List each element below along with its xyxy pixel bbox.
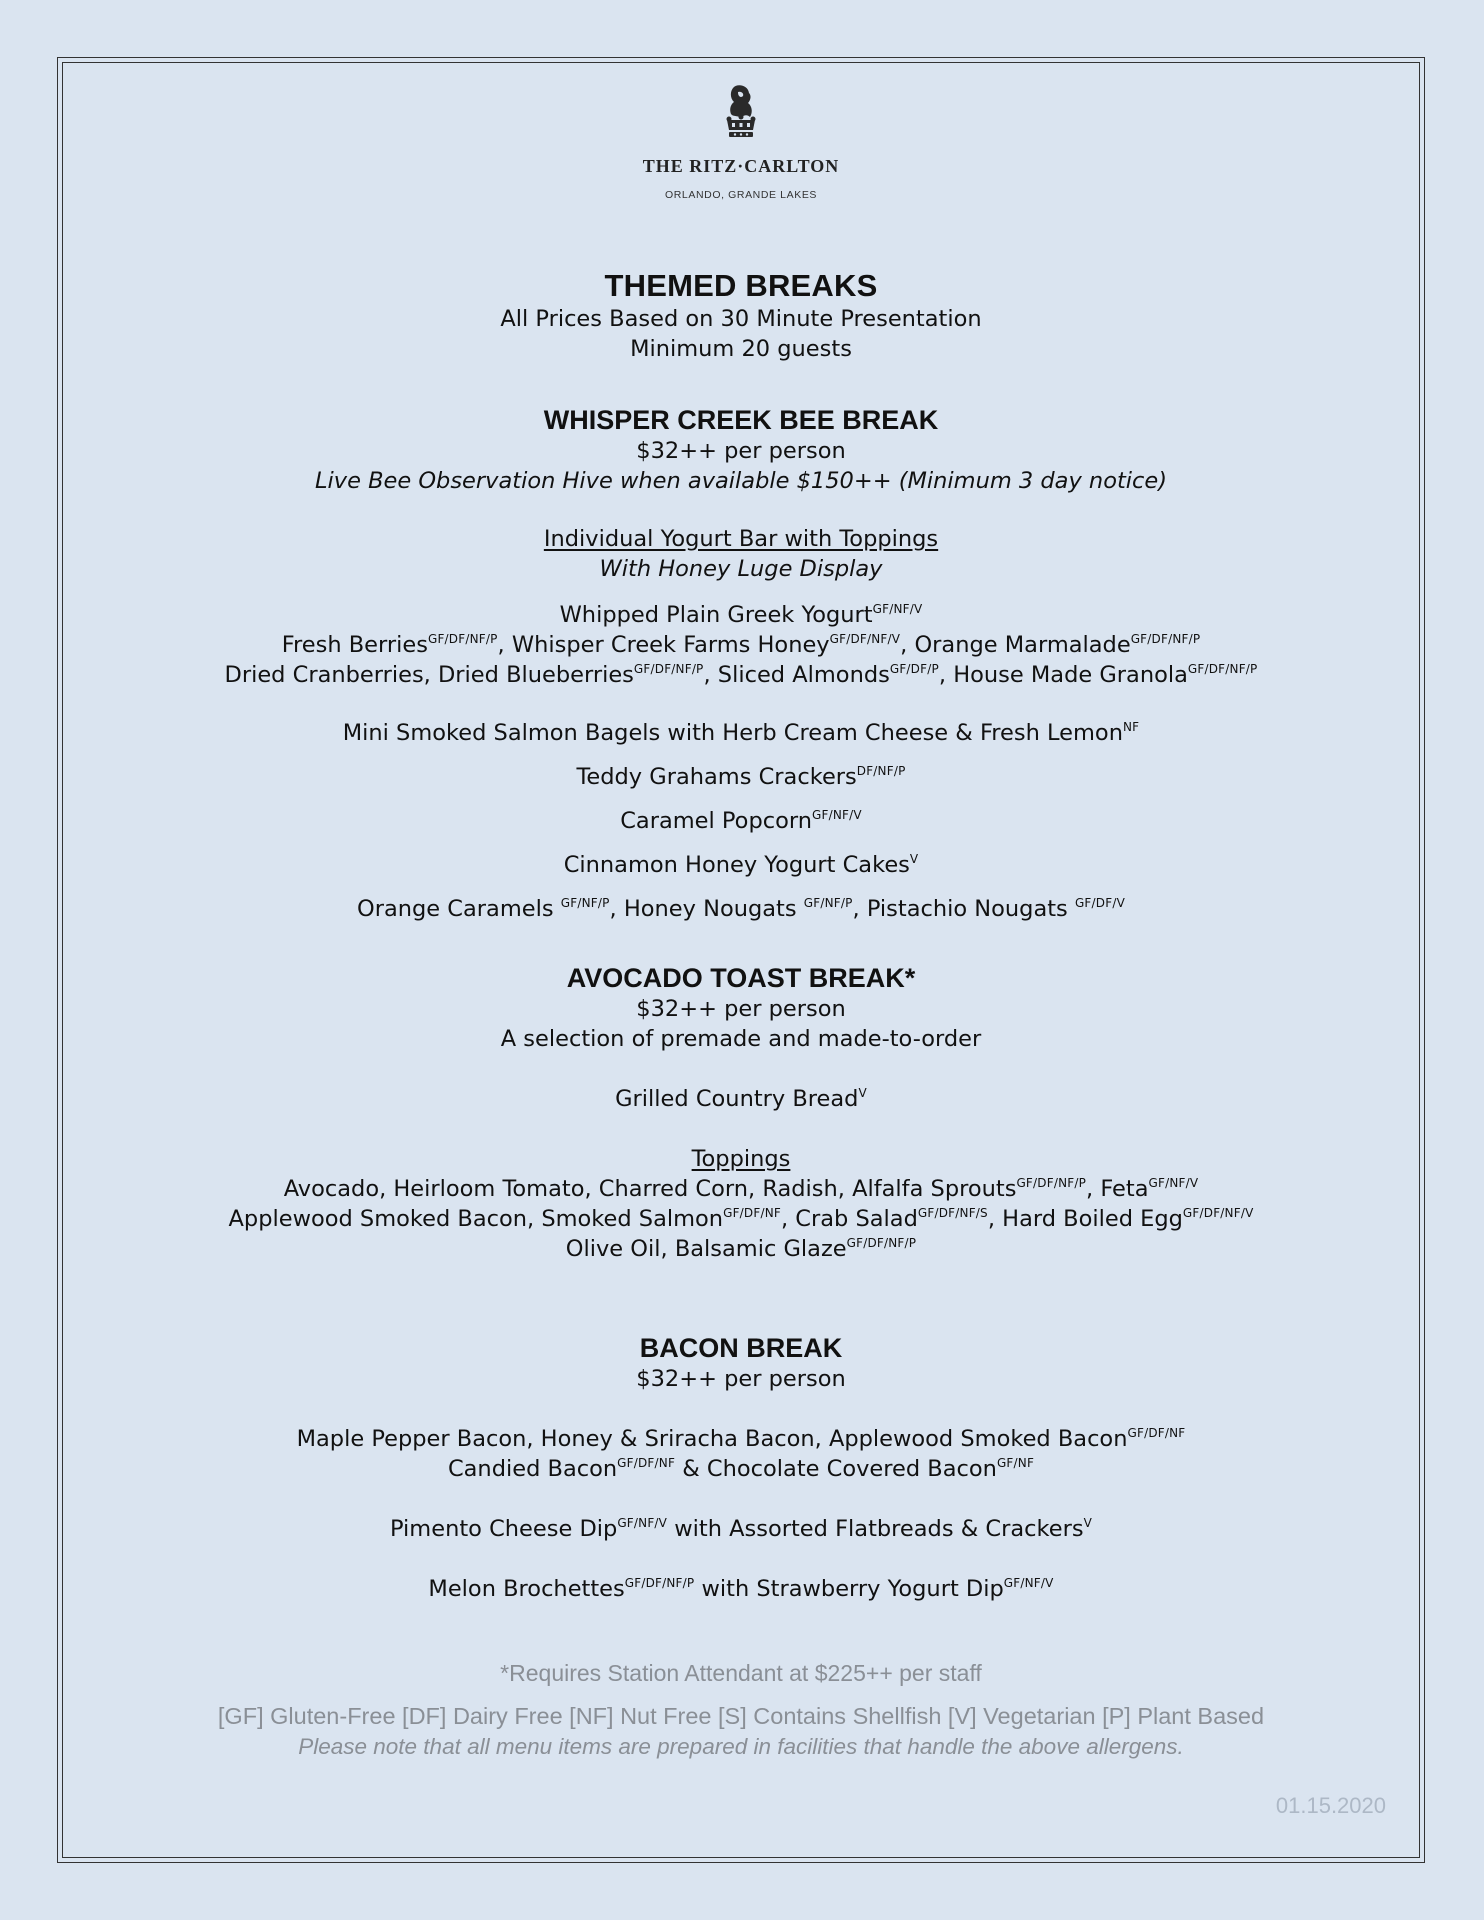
diet-tag: GF/DF/NF	[1127, 1426, 1186, 1440]
diet-tag: GF/NF	[996, 1456, 1035, 1470]
diet-tag: GF/DF/NF/P	[624, 1576, 695, 1590]
diet-tag: GF/NF/P	[560, 896, 610, 910]
page-title: THEMED BREAKS	[604, 268, 878, 303]
diet-tag: V	[1083, 1516, 1092, 1530]
diet-tag: GF/DF/NF/P	[1016, 1176, 1087, 1190]
attendant-note: *Requires Station Attendant at $225++ per staff	[500, 1660, 982, 1686]
section-title-bacon: BACON BREAK	[639, 1333, 843, 1363]
menu-item: Pimento Cheese Dip$^{GF/NF/V}$ with Assorted Flatbreads & Crackers$^V$	[389, 1516, 1092, 1542]
menu-item: Mini Smoked Salmon Bagels with Herb Cream Cheese & Fresh Lemon$^{NF}$	[342, 720, 1140, 746]
diet-tag: GF/DF/V	[1074, 896, 1125, 910]
section-title-avocado: AVOCADO TOAST BREAK*	[566, 963, 916, 993]
diet-tag: GF/DF/NF/P	[1130, 632, 1201, 646]
menu-item: Whipped Plain Greek Yogurt$^{GF/NF/V}$	[559, 602, 923, 628]
diet-tag: GF/NF/V	[617, 1516, 668, 1530]
diet-tag: DF/NF/P	[856, 764, 906, 778]
brand-name: THE RITZ·CARLTON	[642, 156, 840, 176]
bee-note: Live Bee Observation Hive when available $150++ (Minimum 3 day notice)	[314, 468, 1168, 494]
diet-tag: GF/DF/NF/P	[1187, 662, 1258, 676]
page-subtitle: All Prices Based on 30 Minute Presentation	[500, 306, 982, 332]
menu-item: Teddy Grahams Crackers$^{DF/NF/P}$	[576, 764, 906, 790]
diet-tag: GF/DF/NF/V	[1182, 1206, 1254, 1220]
menu-item: Melon Brochettes$^{GF/DF/NF/P}$ with Strawberry Yogurt Dip$^{GF/NF/V}$	[428, 1576, 1054, 1602]
menu-item: Orange Caramels $^{GF/NF/P}$, Honey Nougats $^{GF/NF/P}$, Pistachio Nougats $^{GF/DF/V}$	[357, 896, 1125, 922]
diet-tag: GF/DF/NF/V	[829, 632, 901, 646]
bee-price: $32++ per person	[636, 438, 846, 464]
diet-tag: GF/DF/NF/S	[917, 1206, 988, 1220]
page-subtitle-min: Minimum 20 guests	[630, 336, 852, 362]
allergen-note: Please note that all menu items are prepared in facilities that handle the above allergens.	[298, 1734, 1184, 1759]
diet-tag: GF/DF/P	[889, 662, 939, 676]
menu-content	[62, 268, 1420, 1762]
diet-tag: GF/DF/NF	[617, 1456, 676, 1470]
menu-item: Fresh Berries$^{GF/DF/NF/P}$, Whisper Creek Farms Honey$^{GF/DF/NF/V}$, Orange Marmalade$^{GF/DF/NF/P}$	[281, 632, 1201, 658]
avocado-desc: A selection of premade and made-to-order	[500, 1026, 982, 1052]
menu-item: Grilled Country Bread$^V$	[615, 1086, 867, 1112]
bee-subsection-sub: With Honey Luge Display	[599, 556, 883, 582]
diet-tag: GF/NF/V	[1148, 1176, 1199, 1190]
diet-tag: GF/DF/NF/P	[427, 632, 498, 646]
avocado-subsection-title: Toppings	[691, 1146, 791, 1172]
diet-tag: GF/NF/V	[872, 602, 923, 616]
menu-item: Applewood Smoked Bacon, Smoked Salmon$^{GF/DF/NF}$, Crab Salad$^{GF/DF/NF/S}$, Hard Boiled Egg$^{GF/DF/NF/V}$	[228, 1206, 1254, 1232]
diet-tag: V	[858, 1086, 867, 1100]
bacon-price: $32++ per person	[636, 1366, 846, 1392]
diet-tag: NF	[1122, 720, 1140, 734]
menu-item: Candied Bacon$^{GF/DF/NF}$ & Chocolate Covered Bacon$^{GF/NF}$	[447, 1456, 1035, 1482]
diet-tag: V	[909, 852, 919, 866]
menu-item: Avocado, Heirloom Tomato, Charred Corn, Radish, Alfalfa Sprouts$^{GF/DF/NF/P}$, Feta$^{GF/NF/V}$	[283, 1176, 1199, 1202]
lion-crown-icon	[721, 84, 761, 144]
bee-subsection-title: Individual Yogurt Bar with Toppings	[543, 526, 939, 552]
menu-item: Maple Pepper Bacon, Honey & Sriracha Bacon, Applewood Smoked Bacon$^{GF/DF/NF}$	[296, 1426, 1186, 1452]
menu-item: Olive Oil, Balsamic Glaze$^{GF/DF/NF/P}$	[565, 1236, 917, 1262]
diet-tag: GF/DF/NF/P	[633, 662, 704, 676]
diet-tag: GF/NF/V	[812, 808, 862, 822]
diet-tag: GF/NF/P	[803, 896, 853, 910]
allergen-legend: [GF] Gluten-Free [DF] Dairy Free [NF] Nut Free [S] Contains Shellfish [V] Vegetarian [P] Plant Based	[217, 1703, 1265, 1729]
avocado-price: $32++ per person	[636, 996, 846, 1022]
brand-logo	[62, 84, 1420, 201]
menu-item: Caramel Popcorn$^{GF/NF/V}$	[620, 808, 862, 834]
diet-tag: GF/DF/NF/P	[846, 1236, 917, 1250]
diet-tag: GF/NF/V	[1003, 1576, 1054, 1590]
menu-date: 01.15.2020	[1275, 1793, 1386, 1818]
brand-location: ORLANDO, GRANDE LAKES	[664, 189, 818, 201]
section-title-bee: WHISPER CREEK BEE BREAK	[543, 405, 939, 435]
menu-item: Dried Cranberries, Dried Blueberries$^{GF/DF/NF/P}$, Sliced Almonds$^{GF/DF/P}$, House Made Granola$^{GF/DF/NF/P}$	[224, 662, 1258, 688]
diet-tag: GF/DF/NF	[723, 1206, 781, 1220]
menu-item: Cinnamon Honey Yogurt Cakes$^V$	[563, 852, 919, 878]
